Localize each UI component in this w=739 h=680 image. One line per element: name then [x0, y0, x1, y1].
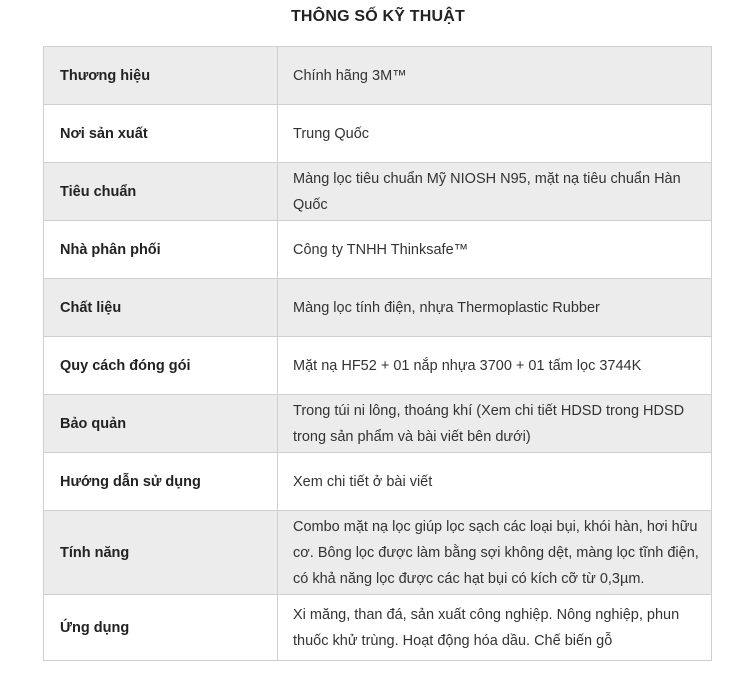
- spec-table: [43, 46, 712, 661]
- row-label: Quy cách đóng gói: [44, 337, 278, 395]
- row-label: Nhà phân phối: [44, 221, 278, 279]
- row-value: Màng lọc tính điện, nhựa Thermoplastic Rubber: [278, 279, 712, 337]
- page-title: THÔNG SỐ KỸ THUẬT: [290, 8, 466, 25]
- row-value: Trung Quốc: [278, 105, 712, 163]
- row-label: Ứng dụng: [44, 595, 278, 661]
- row-label: Tiêu chuẩn: [44, 163, 278, 221]
- table-row: [44, 279, 712, 337]
- table-row: [44, 595, 712, 661]
- table-row: [44, 337, 712, 395]
- row-label: Chất liệu: [44, 279, 278, 337]
- row-label: Hướng dẫn sử dụng: [44, 453, 278, 511]
- row-value: Công ty TNHH Thinksafe™: [278, 221, 712, 279]
- row-value: Combo mặt nạ lọc giúp lọc sạch các loại bụi, khói hàn, hơi hữu cơ. Bông lọc được làm bằng sợi không dệt, màng lọc tĩnh điện, có khả năng lọc được các hạt bụi có kích cỡ từ 0,3µm.: [278, 511, 712, 595]
- table-row: [44, 105, 712, 163]
- row-label: Nơi sản xuất: [44, 105, 278, 163]
- row-value: Trong túi ni lông, thoáng khí (Xem chi tiết HDSD trong HDSD trong sản phẩm và bài viết bên dưới): [278, 395, 712, 453]
- row-value: Mặt nạ HF52 + 01 nắp nhựa 3700 + 01 tấm lọc 3744K: [278, 337, 712, 395]
- table-row: [44, 511, 712, 595]
- row-value: Màng lọc tiêu chuẩn Mỹ NIOSH N95, mặt nạ tiêu chuẩn Hàn Quốc: [278, 163, 712, 221]
- row-label: Tính năng: [44, 511, 278, 595]
- table-row: [44, 163, 712, 221]
- row-label: Thương hiệu: [44, 47, 278, 105]
- table-row: [44, 47, 712, 105]
- table-row: [44, 221, 712, 279]
- row-value: Xem chi tiết ở bài viết: [278, 453, 712, 511]
- table-row: [44, 395, 712, 453]
- table-row: [44, 453, 712, 511]
- row-value: Xi măng, than đá, sản xuất công nghiệp. Nông nghiệp, phun thuốc khử trùng. Hoạt động hóa dầu. Chế biến gỗ: [278, 595, 712, 661]
- row-value: Chính hãng 3M™: [278, 47, 712, 105]
- row-label: Bảo quản: [44, 395, 278, 453]
